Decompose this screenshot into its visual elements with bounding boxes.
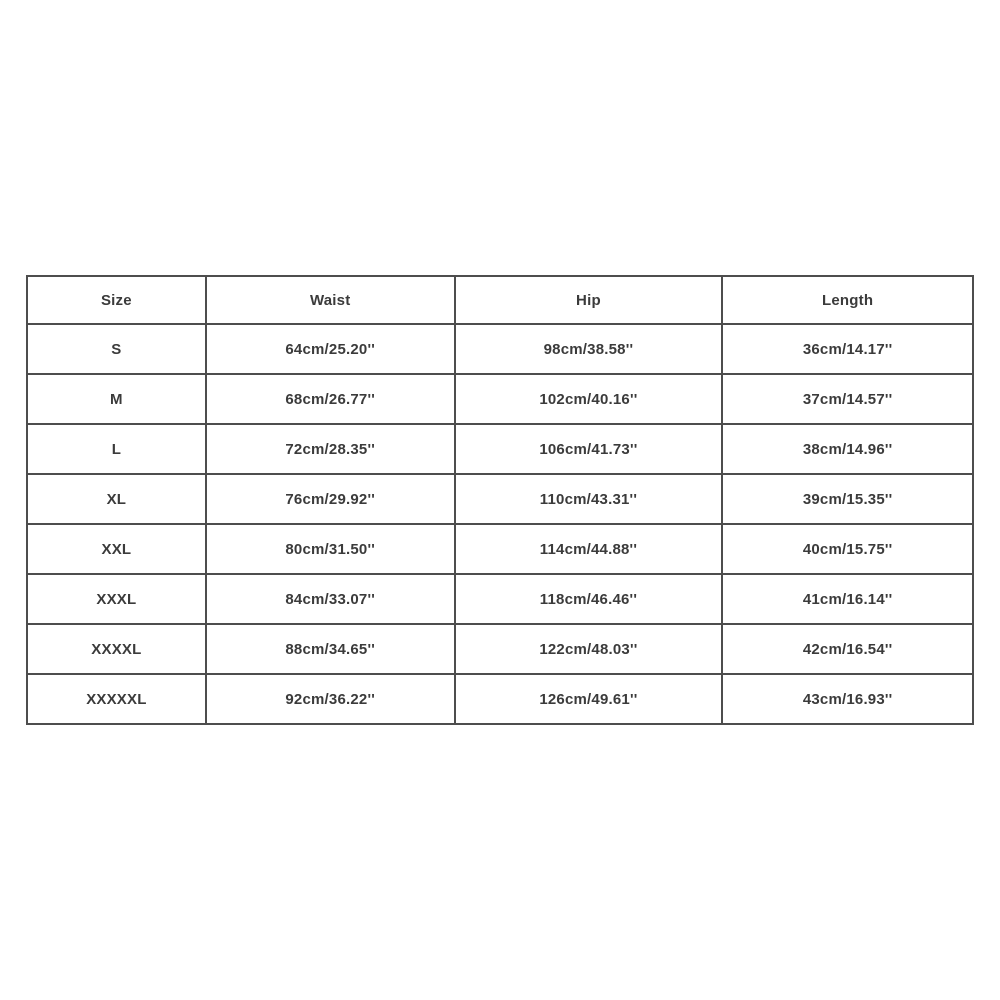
table-row	[27, 324, 973, 374]
length-cell: 39cm/15.35''	[722, 474, 973, 524]
waist-cell: 68cm/26.77''	[206, 374, 455, 424]
hip-cell: 114cm/44.88''	[455, 524, 723, 574]
table-row	[27, 424, 973, 474]
size-cell: XXXL	[27, 574, 206, 624]
hip-cell: 110cm/43.31''	[455, 474, 723, 524]
column-header-length: Length	[722, 276, 973, 324]
length-cell: 36cm/14.17''	[722, 324, 973, 374]
size-cell: XXXXXL	[27, 674, 206, 724]
size-cell: M	[27, 374, 206, 424]
waist-cell: 84cm/33.07''	[206, 574, 455, 624]
size-cell: S	[27, 324, 206, 374]
waist-cell: 76cm/29.92''	[206, 474, 455, 524]
size-chart-body	[27, 324, 973, 724]
table-row	[27, 624, 973, 674]
length-cell: 40cm/15.75''	[722, 524, 973, 574]
waist-cell: 80cm/31.50''	[206, 524, 455, 574]
column-header-waist: Waist	[206, 276, 455, 324]
hip-cell: 106cm/41.73''	[455, 424, 723, 474]
table-row	[27, 374, 973, 424]
length-cell: 42cm/16.54''	[722, 624, 973, 674]
waist-cell: 88cm/34.65''	[206, 624, 455, 674]
table-row	[27, 574, 973, 624]
hip-cell: 126cm/49.61''	[455, 674, 723, 724]
size-cell: XXL	[27, 524, 206, 574]
column-header-size: Size	[27, 276, 206, 324]
waist-cell: 92cm/36.22''	[206, 674, 455, 724]
length-cell: 41cm/16.14''	[722, 574, 973, 624]
hip-cell: 118cm/46.46''	[455, 574, 723, 624]
waist-cell: 72cm/28.35''	[206, 424, 455, 474]
size-chart-table	[26, 275, 974, 725]
size-chart-header	[27, 276, 973, 324]
header-row	[27, 276, 973, 324]
hip-cell: 98cm/38.58''	[455, 324, 723, 374]
table-row	[27, 674, 973, 724]
hip-cell: 102cm/40.16''	[455, 374, 723, 424]
table-row	[27, 474, 973, 524]
length-cell: 38cm/14.96''	[722, 424, 973, 474]
length-cell: 37cm/14.57''	[722, 374, 973, 424]
hip-cell: 122cm/48.03''	[455, 624, 723, 674]
column-header-hip: Hip	[455, 276, 723, 324]
size-cell: L	[27, 424, 206, 474]
size-cell: XXXXL	[27, 624, 206, 674]
size-cell: XL	[27, 474, 206, 524]
waist-cell: 64cm/25.20''	[206, 324, 455, 374]
table-row	[27, 524, 973, 574]
length-cell: 43cm/16.93''	[722, 674, 973, 724]
